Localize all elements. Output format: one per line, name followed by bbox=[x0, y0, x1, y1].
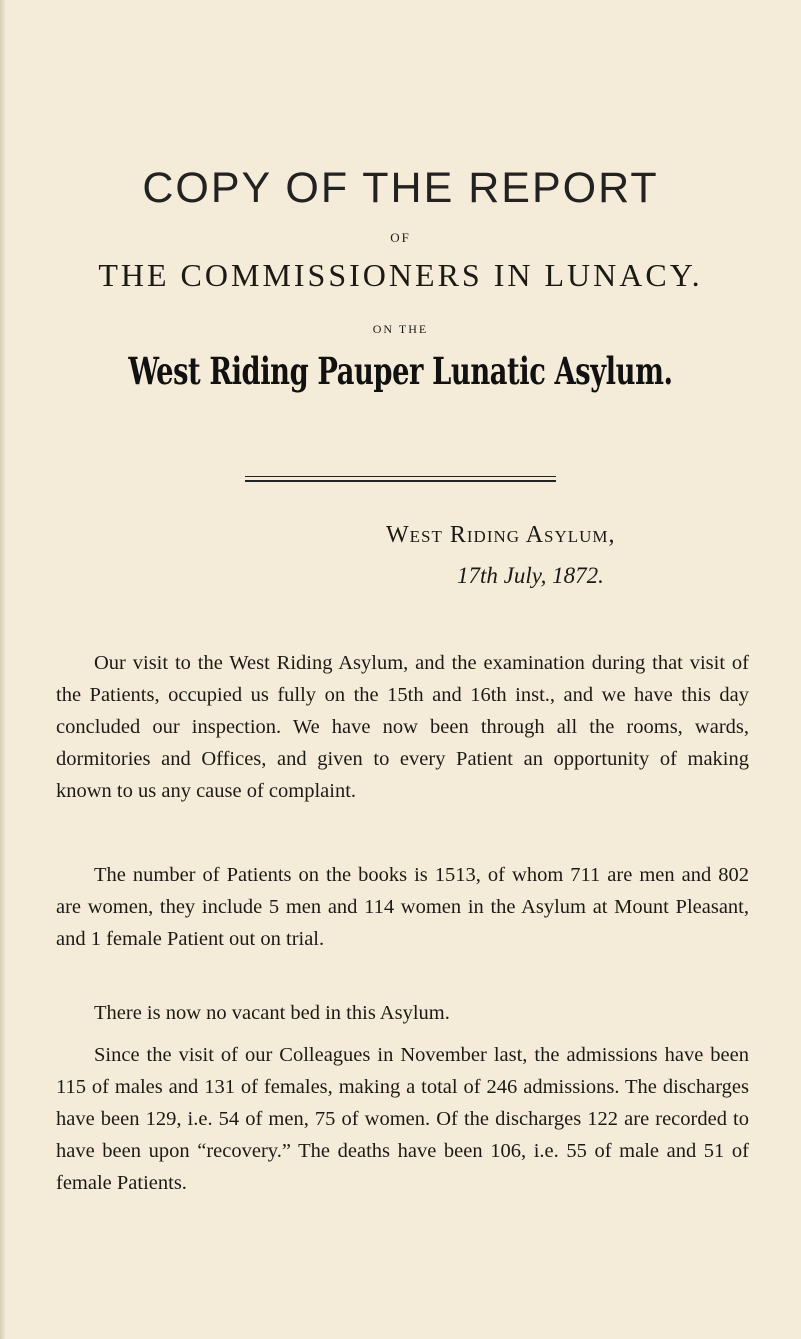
divider-rule-thin bbox=[245, 476, 556, 477]
date-day: 17th bbox=[457, 563, 498, 588]
of-line: OF bbox=[390, 230, 411, 245]
on-the-line: ON THE bbox=[372, 322, 429, 336]
paragraph-admissions: Since the visit of our Colleagues in November last, the admissions have been 115 of males and 131 of females, making a total of 246 admissions. The discharges have been 129, i.e. 54 of men, 75 of women. Of the discharges 122 are recorded to have been upon “recovery.” The deaths have been 106, i.e. 55 of male and 51 of female Patients. bbox=[56, 1044, 749, 1194]
location-text: West Riding Asylum, bbox=[386, 522, 616, 548]
divider-rule-thick bbox=[245, 480, 556, 482]
date-line bbox=[457, 563, 604, 589]
location-line bbox=[386, 522, 616, 549]
paragraph-vacant-bed: There is now no vacant bed in this Asylum. bbox=[94, 1002, 450, 1024]
paragraph-patient-numbers: The number of Patients on the books is 1513, of whom 711 are men and 802 are women, they include 5 men and 114 women in the Asylum at Mount Pleasant, and 1 female Patient out on trial. bbox=[56, 864, 749, 950]
report-title: COPY OF THE REPORT bbox=[142, 164, 659, 212]
commissioners-heading: THE COMMISSIONERS IN LUNACY. bbox=[98, 257, 703, 293]
date-month-year: July, 1872. bbox=[503, 563, 604, 588]
paragraph-visit: Our visit to the West Riding Asylum, and the examination during that visit of the Patients, occupied us fully on the 15th and 16th inst., and we have this day concluded our inspection. We have now been through all the rooms, wards, dormitories and Offices, and given to every Patient an opportunity of making known to us any cause of complaint. bbox=[56, 652, 749, 802]
asylum-name-heading: West Riding Pauper Lunatic Asylum. bbox=[128, 349, 673, 393]
